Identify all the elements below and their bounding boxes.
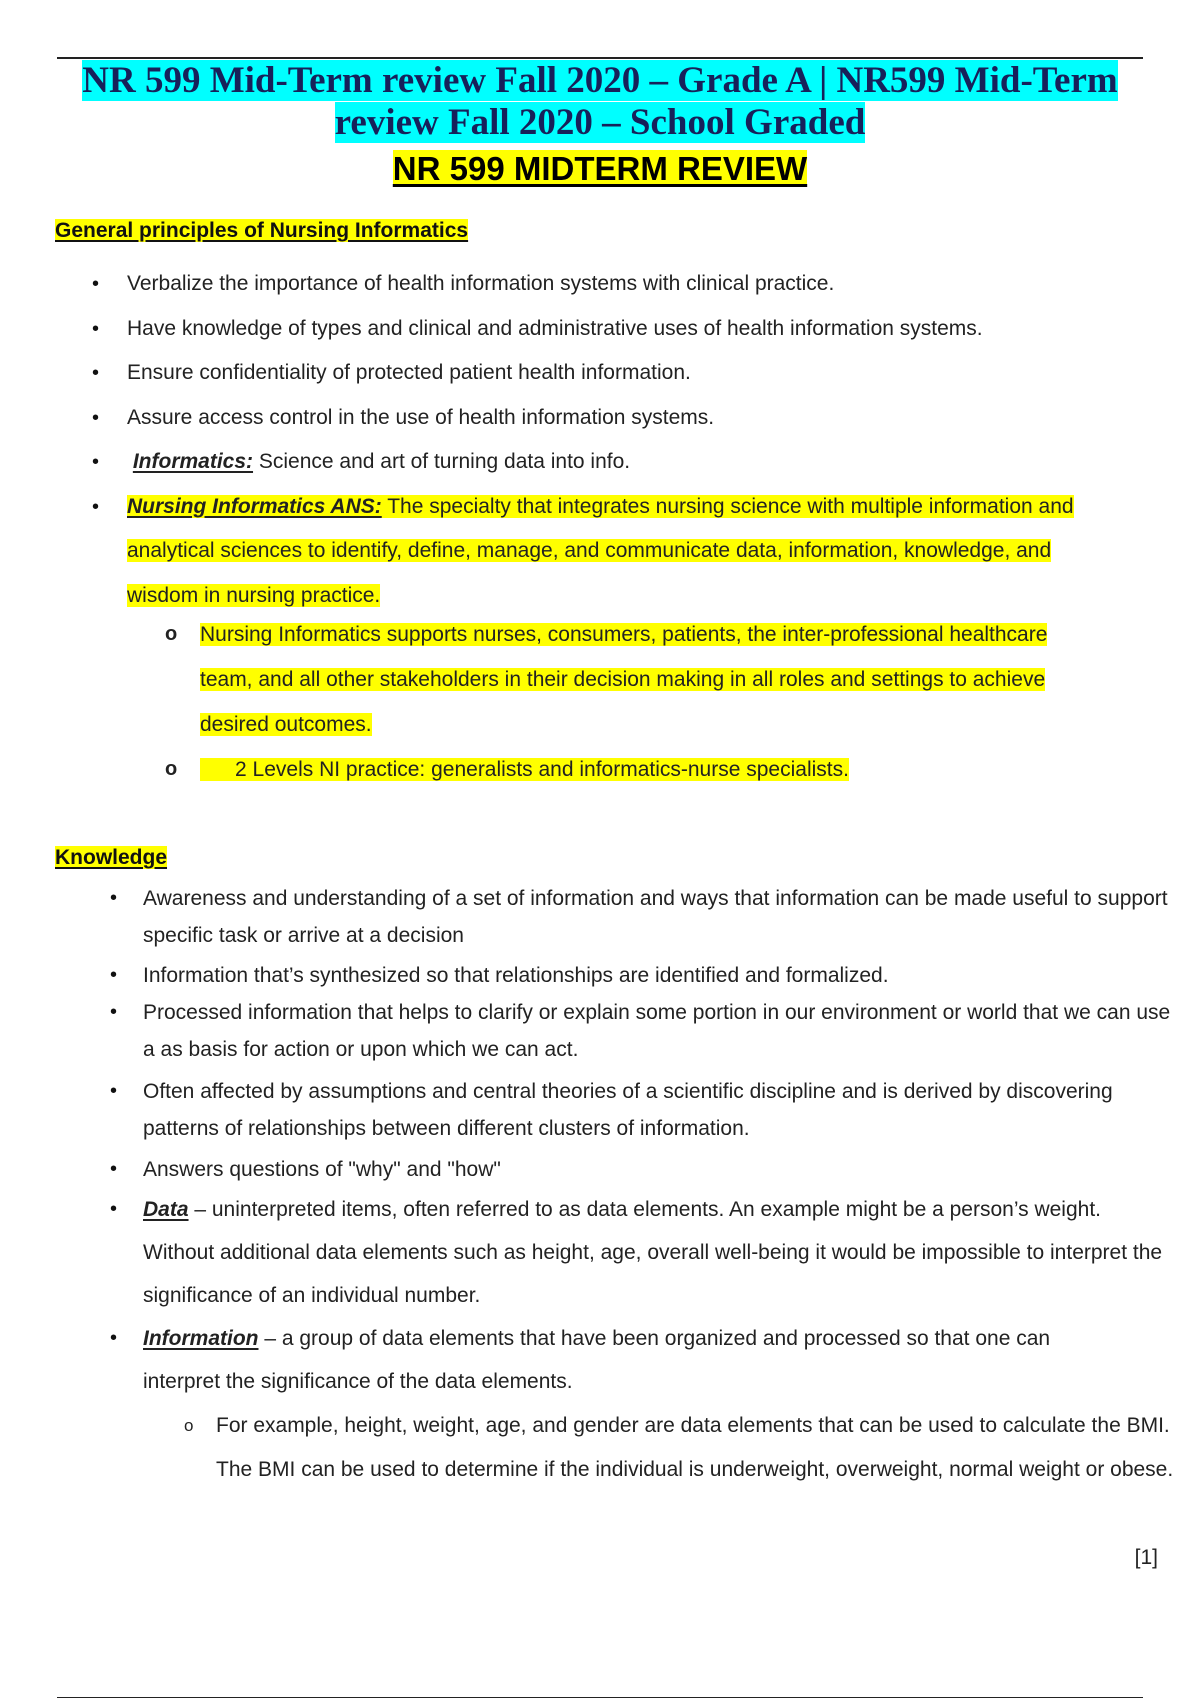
principles-list: [92, 262, 1127, 618]
title-line-1: NR 599 Mid-Term review Fall 2020 – Grade A | NR599 Mid-Term: [82, 60, 1118, 101]
bottom-rule: [57, 1697, 1143, 1698]
circle-bullet-icon: o: [165, 623, 178, 645]
bullet-icon: •: [110, 964, 118, 986]
section-heading-knowledge: Knowledge: [55, 846, 168, 869]
list-item: • Often affected by assumptions and central theories of a scientific discipline and is derived by discovering patterns of relationships between different clusters of information.: [143, 1073, 1173, 1147]
list-item: • Ensure confidentiality of protected patient health information.: [127, 351, 1127, 396]
title-line-2: review Fall 2020 – School Graded: [334, 102, 866, 143]
bullet-icon: •: [92, 362, 100, 384]
top-rule: [57, 57, 1143, 59]
bullet-icon: •: [110, 1001, 118, 1023]
data-term: Data: [143, 1198, 189, 1221]
bullet-icon: •: [92, 495, 100, 518]
list-item: • Assure access control in the use of health information systems.: [127, 396, 1127, 441]
nursing-informatics-definition: The specialty that integrates nursing science with multiple information and analytical sciences to identify, define, manage, and communicate data, information, knowledge, and wisdom in nursing practice.: [127, 494, 1074, 607]
data-definition: – uninterpreted items, often referred to as data elements. An example might be a person’s weight. Without additional data elements such as height, age, overall well-being it would be impossible to interpret the significance of an individual number.: [143, 1198, 1163, 1307]
list-item: • Verbalize the importance of health information systems with clinical practice.: [127, 262, 1127, 307]
informatics-term: Informatics:: [132, 450, 254, 473]
list-item: [92, 485, 1117, 619]
page-number: [1]: [1134, 1546, 1158, 1569]
subtitle-text: NR 599 MIDTERM REVIEW: [392, 150, 808, 187]
list-item: [110, 1188, 1173, 1317]
bullet-icon: •: [110, 1158, 118, 1180]
bullet-icon: •: [92, 451, 100, 473]
section-heading-principles: General principles of Nursing Informatics: [55, 219, 469, 242]
list-item: • Answers questions of "why" and "how": [143, 1151, 1173, 1188]
document-title: [57, 60, 1143, 144]
knowledge-list: [110, 880, 1173, 1403]
information-term: Information: [143, 1327, 259, 1350]
informatics-definition: Science and art of turning data into info.: [253, 450, 631, 473]
list-item: • Have knowledge of types and clinical and administrative uses of health information systems.: [127, 307, 1127, 352]
nursing-informatics-sublist: [165, 612, 1130, 792]
bullet-icon: •: [110, 887, 118, 909]
bullet-icon: •: [92, 406, 100, 429]
bullet-icon: •: [110, 1327, 118, 1349]
nursing-informatics-term: Nursing Informatics ANS:: [127, 494, 382, 518]
list-item: [92, 440, 1127, 485]
list-item: • Processed information that helps to clarify or explain some portion in our environment or world that we can use a as basis for action or upon which we can act.: [143, 994, 1173, 1068]
bullet-icon: •: [92, 273, 100, 295]
bullet-icon: •: [110, 1080, 118, 1102]
information-definition: – a group of data elements that have been organized and processed so that one can interpret the significance of the data elements.: [143, 1327, 1051, 1393]
document-subtitle: [57, 148, 1143, 190]
list-item: • Information that’s synthesized so that relationships are identified and formalized.: [143, 957, 1173, 994]
list-item: [110, 1317, 1103, 1403]
information-sublist: [184, 1404, 1176, 1492]
circle-bullet-icon: o: [165, 758, 178, 780]
list-item: o 2 Levels NI practice: generalists and informatics-nurse specialists.: [200, 747, 1130, 792]
list-item: • Awareness and understanding of a set of information and ways that information can be made useful to support specific task or arrive at a decision: [143, 880, 1173, 954]
list-item: o Nursing Informatics supports nurses, consumers, patients, the inter-professional healthcare team, and all other stakeholders in their decision making in all roles and settings to achieve desired outcomes.: [200, 612, 1105, 747]
circle-bullet-icon: o: [184, 1416, 194, 1435]
bullet-icon: •: [92, 317, 100, 340]
list-item: o For example, height, weight, age, and gender are data elements that can be used to calculate the BMI. The BMI can be used to determine if the individual is underweight, overweight, normal weight or obese.: [216, 1404, 1176, 1492]
bullet-icon: •: [110, 1198, 118, 1220]
